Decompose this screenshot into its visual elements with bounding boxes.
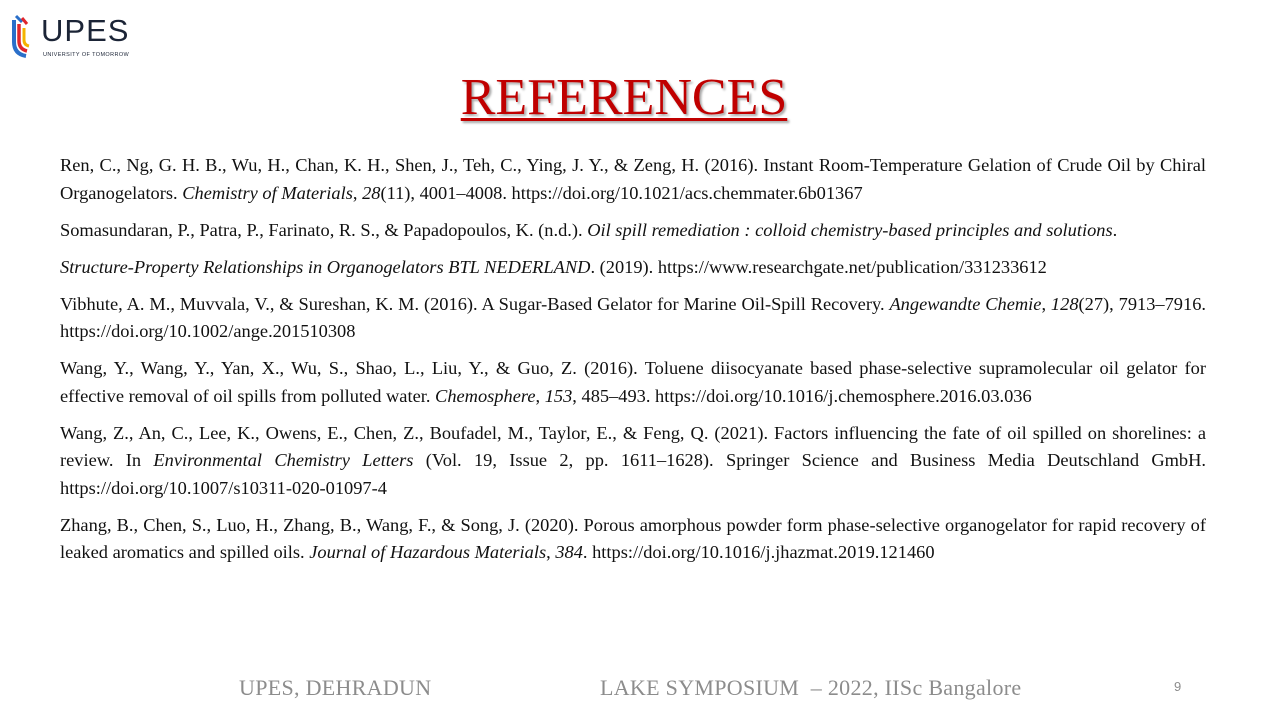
reference-text: , <box>535 385 545 406</box>
reference-italic-text: 28 <box>362 182 381 203</box>
reference-italic-text: Oil spill remediation : colloid chemistry-based principles and solutions <box>587 219 1113 240</box>
upes-logo <box>10 12 132 64</box>
reference-item <box>60 152 1206 207</box>
reference-item <box>60 512 1206 567</box>
reference-italic-text: Chemosphere <box>435 385 536 406</box>
reference-item <box>60 355 1206 410</box>
page-number: 9 <box>1174 679 1182 694</box>
reference-text: Wang, Z., An, C., Lee, K., Owens, E., Chen, Z., Boufadel, M., Taylor, E., & Feng, Q. (2021). Factors influencing the fate of oil spilled on shorelines: a review. In <box>60 422 1206 470</box>
footer-event: LAKE SYMPOSIUM – 2022, IISc Bangalore <box>600 675 1022 700</box>
reference-italic-text: Structure-Property Relationships in Organogelators BTL NEDERLAND <box>60 256 591 277</box>
reference-text: (11), 4001–4008. https://doi.org/10.1021/acs.chemmater.6b01367 <box>380 182 863 203</box>
logo-tagline: UNIVERSITY OF TOMORROW <box>43 52 130 58</box>
reference-text: Wang, Y., Wang, Y., Yan, X., Wu, S., Shao, L., Liu, Y., & Guo, Z. (2016). Toluene diisocyanate based phase-selective supramolecular oil gelator for effective removal of oil spills from polluted water. <box>60 358 1206 406</box>
logo-wordmark: UPES <box>41 13 130 48</box>
reference-italic-text: Angewandte Chemie <box>889 293 1042 314</box>
reference-text: (Vol. 19, Issue 2, pp. 1611–1628). Springer Science and Business Media Deutschland GmbH. https://doi.org/10.1007/s10311-020-01097-4 <box>60 450 1206 498</box>
reference-text: , <box>1041 293 1051 314</box>
reference-text: , 485–493. https://doi.org/10.1016/j.chemosphere.2016.03.036 <box>572 385 1032 406</box>
reference-item <box>60 291 1206 346</box>
reference-text: . (2019). https://www.researchgate.net/publication/331233612 <box>590 256 1047 277</box>
reference-text: Ren, C., Ng, G. H. B., Wu, H., Chan, K. H., Shen, J., Teh, C., Ying, J. Y., & Zeng, H. (2016). Instant Room-Temperature Gelation of Crude Oil by Chiral Organogelators. <box>60 155 1206 203</box>
reference-italic-text: 384 <box>555 542 583 562</box>
reference-text: Zhang, B., Chen, S., Luo, H., Zhang, B., Wang, F., & Song, J. (2020). Porous amorphous powder form phase-selective organogelator for rapid recovery of leaked aromatics and spilled oils. <box>60 514 1206 562</box>
reference-text: , <box>352 182 363 203</box>
reference-text: , <box>546 542 556 562</box>
reference-italic-text: 128 <box>1050 293 1079 314</box>
page-title: REFERENCES <box>460 69 788 126</box>
reference-text: . https://doi.org/10.1016/j.jhazmat.2019.121460 <box>582 542 935 562</box>
reference-item <box>60 217 1206 245</box>
reference-list <box>60 152 1206 576</box>
reference-item <box>60 420 1206 503</box>
reference-text: Somasundaran, P., Patra, P., Farinato, R. S., & Papadopoulos, K. (n.d.). <box>60 219 588 240</box>
reference-text: Vibhute, A. M., Muvvala, V., & Sureshan, K. M. (2016). A Sugar-Based Gelator for Marine Oil-Spill Recovery. <box>60 293 890 314</box>
reference-italic-text: Chemistry of Materials <box>182 182 353 203</box>
reference-item <box>60 254 1206 282</box>
reference-italic-text: 153 <box>544 385 573 406</box>
upes-emblem-icon <box>10 14 42 60</box>
reference-text: . <box>1112 219 1118 240</box>
reference-italic-text: Journal of Hazardous Materials <box>309 542 547 562</box>
reference-italic-text: Environmental Chemistry Letters <box>153 450 414 470</box>
footer-institution: UPES, DEHRADUN <box>239 675 432 700</box>
reference-text: (27), 7913–7916. https://doi.org/10.1002/ange.201510308 <box>60 293 1206 341</box>
